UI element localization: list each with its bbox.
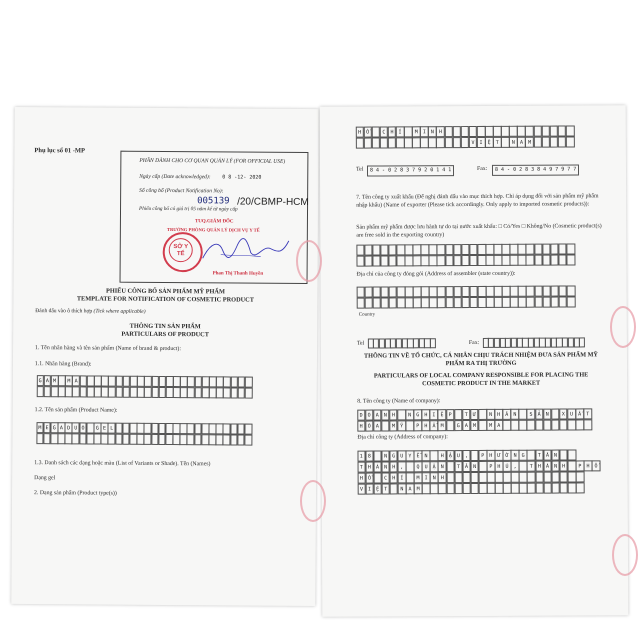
signature-scribble [201,232,291,267]
char-box: U [397,450,406,461]
char-box: Q [414,461,423,472]
char-box: H [535,461,544,472]
char-box: Ậ [430,461,439,472]
char-box: H [422,420,431,431]
tel-label-2: Tel [356,340,365,347]
char-box: I [420,126,429,137]
char-box: , [511,461,520,472]
char-box: T [535,450,544,461]
char-box: V [469,137,478,148]
right-page [320,105,629,617]
char-box: G [389,450,398,461]
char-box [244,435,252,446]
char-box: Ú [503,461,512,472]
brand-box-row-2 [37,386,253,399]
fax-label-2: Fax: [468,339,480,347]
date-label: Ngày cấp (Date acknowledged): [139,173,211,181]
char-box [576,482,585,493]
char-box [566,136,575,147]
char-box: A [406,483,415,494]
signer-name: Phan Thị Thanh Huyền [212,271,264,277]
char-box: U [454,450,463,461]
char-box: H [584,460,593,471]
char-box: Ố [592,460,601,471]
char-box: N [438,461,447,472]
char-box: N [381,409,390,420]
country-box-row [356,136,575,148]
char-box: U [567,408,576,419]
official-use-box [120,151,309,284]
question-2: 2. Dạng sản phẩm (Product type(s)) [34,490,117,497]
char-box: O [79,422,87,433]
char-box: Ồ [365,473,374,484]
char-box: Y [406,450,415,461]
free-sale-question: Sản phẩm mỹ phẩm được lưu hành tự do tại nước xuất khẩu: □ Có/Yes □ Không/No (Cosmetic product(s) are free sold in the exporting country) [356,223,602,239]
char-box: Ấ [575,408,584,419]
char-box: N [381,450,390,461]
char-box: O [365,410,374,421]
char-box: A [373,420,382,431]
char-box: C [381,472,390,483]
char-box: M [414,483,423,494]
char-box: Ỹ [397,420,406,431]
char-box: Ồ [363,127,372,138]
char-box [566,243,575,254]
char-box: Ờ [503,450,512,461]
char-box: N [511,409,520,420]
char-box: Ư [495,450,504,461]
notification-label: Số công bố (Product Notification No): [139,187,224,195]
char-box: H [355,127,364,138]
char-box: 8 [365,451,374,462]
char-box: T [462,409,471,420]
char-box: C [380,126,389,137]
char-box [566,254,575,265]
char-box: H [438,450,447,461]
char-box: T [583,408,592,419]
date-value: 0 8 -12- 2020 [222,174,262,181]
char-box: E [101,423,109,434]
char-box: N [428,126,437,137]
char-box: H [438,472,447,483]
char-box: N [543,409,552,420]
address-label: Địa chỉ công ty (Address of company): [357,434,448,441]
company-box-row-2 [357,419,592,431]
fax-box-row-2 [483,337,585,348]
char-box: T [381,483,390,494]
char-box: H [389,409,398,420]
char-box: A [58,422,66,433]
official-heading: PHẦN DÀNH CHO CƠ QUAN QUẢN LÝ (FOR OFFICIAL USE) [139,157,286,165]
char-box: A [494,420,503,431]
char-box: N [511,450,520,461]
char-box: À [543,461,552,472]
char-box: Í [398,472,407,483]
char-box: U [72,422,80,433]
char-box: Â [543,450,552,461]
signer-title-1: TUQ.GIÁM ĐỐC [194,219,234,225]
question-8: 8. Tên công ty (Name of company): [357,398,441,405]
assembler-box-row-2 [357,296,576,308]
char-box: T [493,137,502,148]
tel-label: Tel [355,166,364,173]
char-box: Ậ [446,450,455,461]
char-box: M [412,126,421,137]
char-box: Ò [365,421,374,432]
char-box: , [462,450,471,461]
char-box: N [509,137,518,148]
char-box: H [388,126,397,137]
question-1: 1. Tên nhãn hàng và tên sản phẩm (Name of brand & product): [35,345,181,353]
exporter-box-row-2 [356,254,575,266]
product-box-row-2 [36,433,252,446]
char-box: Â [462,461,471,472]
signer-title-2: TRƯỞNG PHÒNG QUẢN LÝ DỊCH VỤ Y TẾ [166,227,260,233]
char-box: N [430,472,439,483]
char-box: P [487,461,496,472]
char-box: U [422,461,431,472]
char-box: H [494,409,503,420]
char-box: G [50,422,58,433]
char-box: Ệ [373,483,382,494]
char-box: N [422,450,431,461]
char-box: A [43,375,51,386]
char-box: L [108,423,116,434]
char-box: H [559,461,568,472]
char-box: Ệ [485,137,494,148]
char-box: N [470,461,479,472]
char-box: Ả [535,409,544,420]
char-box: G [36,375,44,386]
char-box: N [398,483,407,494]
char-box: P [576,460,585,471]
seal-text: SỞ Y TẾ [169,238,193,262]
fax-value: 8 4 - 0 2 8 3 8 4 9 7 9 7 7 [492,164,579,175]
char-box: À [373,461,382,472]
char-box: M [438,420,447,431]
char-box: H [422,409,431,420]
tick-note-vi: Đánh dấu vào ô thích hợp [35,308,93,315]
char-box: I [430,409,439,420]
char-box: H [389,472,398,483]
char-box: A [462,420,471,431]
char-box [245,388,253,399]
char-box: T [527,461,536,472]
char-box: M [51,375,59,386]
official-seal [163,232,203,272]
tick-note-en: (Tick where applicable) [93,308,146,315]
char-box: M [414,472,423,483]
section-title-vi: THÔNG TIN SẢN PHẨM [129,322,201,331]
notification-number: 005139 [197,196,230,207]
country-label: Country [358,312,376,318]
question-1-3: 1.3. Danh sách các dạng hoặc màu (List of Variants or Shade). Tên (Names) [34,460,211,468]
section-title-en: PARTICULARS OF PRODUCT [121,330,209,339]
edge-stamp-left-2 [300,480,326,522]
question-1-1: 1.1. Nhãn hàng (Brand): [34,361,92,368]
char-box: Â [502,409,511,420]
char-box: H [357,421,366,432]
char-box [567,449,576,460]
char-box: Ẩ [430,420,439,431]
char-box: H [357,473,366,484]
char-box: G [413,409,422,420]
char-box [245,377,253,388]
char-box: P [413,420,422,431]
char-box: N [551,450,560,461]
char-box: Ệ [438,409,447,420]
char-box: H [495,461,504,472]
char-box: Ễ [414,450,423,461]
char-box: T [357,462,366,473]
char-box: A [517,137,526,148]
section-local-vi: THÔNG TIN VỀ TỔ CHỨC, CÁ NHÂN CHỊU TRÁCH NHIỆM ĐƯA SẢN PHẨM MỸ PHẨM RA THỊ TRƯỜNG [364,351,598,367]
char-box: P [446,409,455,420]
char-box: H [436,126,445,137]
char-box [576,471,585,482]
variant-value: Dạng gel [34,475,56,482]
char-box: M [65,375,73,386]
char-box: H [486,450,495,461]
char-box: P [478,450,487,461]
left-page [11,107,318,606]
char-box: E [43,422,51,433]
char-box: I [422,472,431,483]
title-vi: PHIẾU CÔNG BỐ SẢN PHẨM MỸ PHẨM [105,287,225,296]
char-box: X [559,409,568,420]
char-box: D [357,410,366,421]
tick-note [35,308,145,316]
section-local-en: PARTICULARS OF LOCAL COMPANY RESPONSIBLE FOR PLACING THE COSMETIC PRODUCT IN THE MARKET [373,371,589,387]
assembler-label: Địa chỉ của công ty đóng gói (Address of assembler (state country)): [356,270,516,278]
char-box: S [527,409,536,420]
char-box: G [93,423,101,434]
char-box [583,419,592,430]
char-box: M [525,137,534,148]
question-1-2: 1.2. Tên sản phẩm (Product Name): [34,407,118,414]
char-box: M [470,420,479,431]
char-box: N [551,461,560,472]
title-en: TEMPLATE FOR NOTIFICATION OF COSMETIC PRODUCT [76,295,254,304]
char-box: T [454,461,463,472]
char-box: M [36,422,44,433]
char-box: H [389,461,398,472]
char-box: A [72,375,80,386]
char-box: M [389,420,398,431]
question-7: 7. Tên công ty xuất khẩu (Để nghị đánh dấu vào mục thích hợp. Chỉ áp dụng đối với sản phẩm mỹ phẩm nhập khẩu) (Name of exporter (Please tick accordingly. Only apply to imported cosmetic products)): [356,193,599,209]
char-box [430,338,436,348]
char-box: Ư [470,409,479,420]
char-box: D [65,422,73,433]
fax-label: Fax: [476,165,488,172]
appendix-label: Phụ lục số 01 -MP [34,147,86,155]
char-box: H [365,462,374,473]
edge-stamp-right-2 [612,534,638,576]
char-box: V [357,484,366,495]
char-box [244,424,252,435]
notification-suffix: /20/CBMP-HCM [237,196,309,208]
char-box: , [397,461,406,472]
char-box: A [373,409,382,420]
char-box: N [381,461,390,472]
char-box: G [454,420,463,431]
char-box: M [486,420,495,431]
char-box [567,296,576,307]
validity-label: Phiếu công bố có giá trị 05 năm kể từ ngày cấp [139,205,238,213]
char-box: I [477,137,486,148]
char-box [579,337,585,347]
char-box: Í [396,126,405,137]
char-box: 1 [357,451,366,462]
edge-stamp-right [610,306,636,348]
char-box [567,285,576,296]
char-box [566,125,575,136]
edge-stamp-left [296,240,322,282]
address-box-row-4 [358,482,585,494]
char-box: G [519,450,528,461]
tel-box-row-2 [368,338,436,348]
char-box: N [405,409,414,420]
char-box: I [365,484,374,495]
tel-value: 8 4 - 0 2 8 3 7 9 2 0 1 4 1 [367,165,454,176]
char-box: N [486,409,495,420]
